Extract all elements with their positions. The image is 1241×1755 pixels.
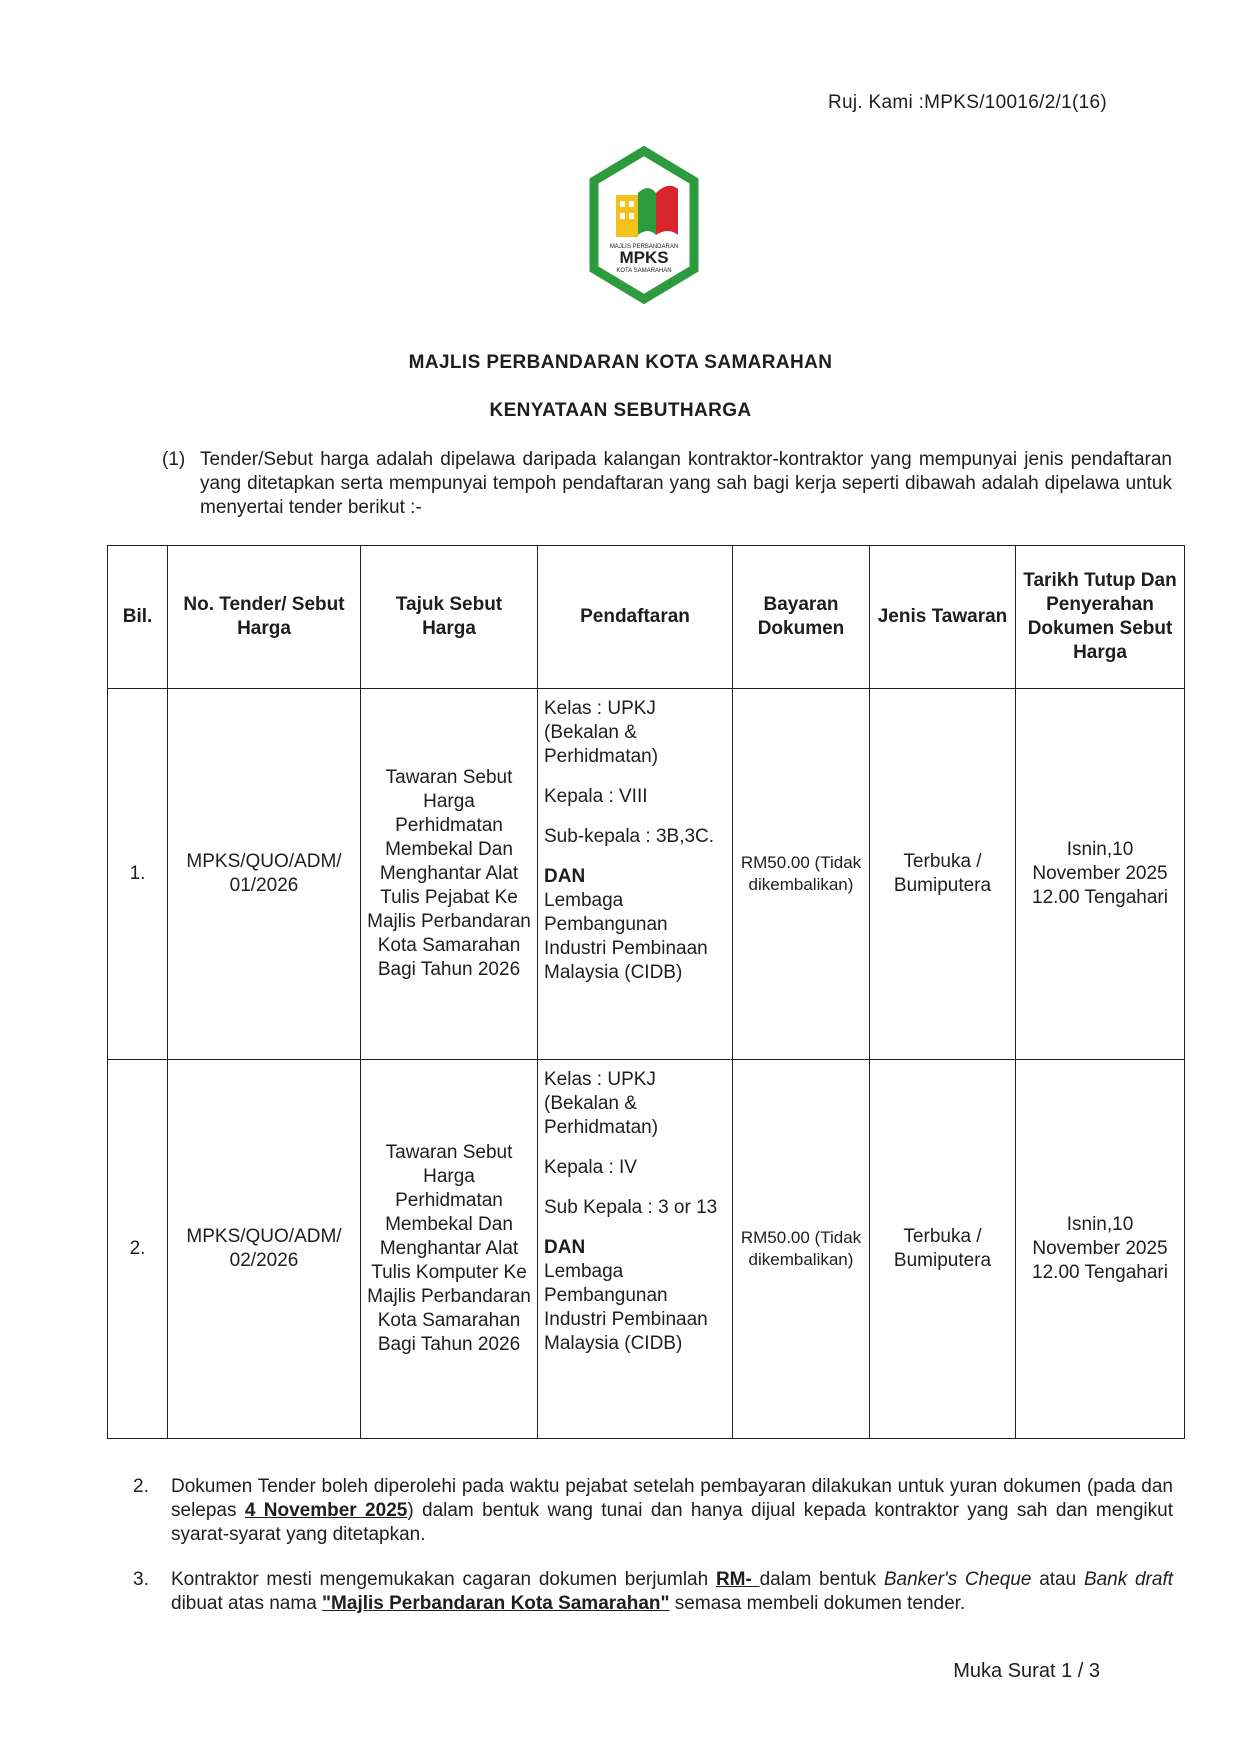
table-row [108, 689, 1185, 1060]
reg-kepala: Kepala : IV [544, 1157, 637, 1178]
para3-cheque: Banker's Cheque [883, 1569, 1032, 1590]
organization-title: MAJLIS PERBANDARAN KOTA SAMARAHAN [408, 352, 833, 373]
page-number: Muka Surat 1 / 3 [953, 1660, 1100, 1682]
paragraph-2 [133, 1475, 1173, 1547]
paragraph-3 [133, 1568, 1173, 1616]
para3-text-d: dibuat atas nama [171, 1593, 323, 1614]
cell-tarikh: Isnin,10 November 2025 12.00 Tengahari [1016, 689, 1185, 1060]
para3-text [171, 1568, 1173, 1616]
para3-text-c: atau [1031, 1569, 1084, 1590]
cell-pendaftaran [538, 689, 733, 1060]
reg-kepala: Kepala : VIII [544, 786, 648, 807]
para3-text-b: dalam bentuk [759, 1569, 884, 1590]
cell-no-tender: MPKS/QUO/ADM/ 02/2026 [168, 1060, 361, 1439]
header-tajuk: Tajuk Sebut Harga [361, 546, 538, 689]
reference-number: Ruj. Kami :MPKS/10016/2/1(16) [827, 92, 1107, 113]
intro-paragraph [162, 448, 1172, 520]
table-row [108, 1060, 1185, 1439]
cell-jenis: Terbuka / Bumiputera [870, 1060, 1016, 1439]
header-tarikh: Tarikh Tutup Dan Penyerahan Dokumen Sebut Harga [1016, 546, 1185, 689]
logo-acronym: MPKS [619, 248, 669, 267]
reg-badan: Lembaga Pembangunan Industri Pembinaan Malaysia (CIDB) [544, 1261, 708, 1354]
cell-bil: 1. [108, 689, 168, 1060]
para3-amount: RM- [715, 1569, 760, 1590]
reg-kelas: Kelas : UPKJ (Bekalan & Perhidmatan) [544, 698, 659, 767]
para3-draft: Bank draft [1083, 1569, 1174, 1590]
para2-number: 2. [133, 1476, 149, 1497]
para2-text [171, 1475, 1173, 1547]
header-pendaftaran: Pendaftaran [538, 546, 733, 689]
cell-bil: 2. [108, 1060, 168, 1439]
reg-sub-kepala: Sub Kepala : 3 or 13 [544, 1197, 718, 1218]
cell-tarikh: Isnin,10 November 2025 12.00 Tengahari [1016, 1060, 1185, 1439]
para2-date: 4 November 2025 [244, 1500, 408, 1521]
header-jenis: Jenis Tawaran [870, 546, 1016, 689]
reg-badan: Lembaga Pembangunan Industri Pembinaan Malaysia (CIDB) [544, 890, 708, 983]
para2-text-b: ) dalam bentuk wang tunai dan hanya dijual kepada kontraktor yang sah dan mengikut syarat-syarat yang ditetapkan. [171, 1500, 1173, 1545]
table-header-row [108, 546, 1185, 689]
cell-tajuk: Tawaran Sebut Harga Perhidmatan Membekal Dan Menghantar Alat Tulis Komputer Ke Majlis Perbandaran Kota Samarahan Bagi Tahun 2026 [361, 1060, 538, 1439]
cell-pendaftaran [538, 1060, 733, 1439]
cell-jenis: Terbuka / Bumiputera [870, 689, 1016, 1060]
cell-bayaran: RM50.00 (Tidak dikembalikan) [733, 1060, 870, 1439]
para3-text-e: semasa membeli dokumen tender. [669, 1593, 966, 1614]
header-no-tender: No. Tender/ Sebut Harga [168, 546, 361, 689]
logo-line1: MAJLIS PERBANDARAN [609, 244, 679, 250]
cell-no-tender: MPKS/QUO/ADM/ 01/2026 [168, 689, 361, 1060]
reg-dan: DAN [544, 866, 586, 887]
intro-text: Tender/Sebut harga adalah dipelawa daripada kalangan kontraktor-kontraktor yang mempunyai jenis pendaftaran yang ditetapkan serta mempunyai tempoh pendaftaran yang sah bagi kerja seperti dibawah adalah dipelawa untuk menyertai tender berikut :- [200, 449, 1172, 518]
document-title: KENYATAAN SEBUTHARGA [489, 400, 752, 421]
reg-kelas: Kelas : UPKJ (Bekalan & Perhidmatan) [544, 1069, 659, 1138]
reg-sub-kepala: Sub-kepala : 3B,3C. [544, 826, 715, 847]
logo-line2: KOTA SAMARAHAN [616, 268, 672, 274]
mpks-logo [586, 145, 702, 305]
cell-tajuk: Tawaran Sebut Harga Perhidmatan Membekal Dan Menghantar Alat Tulis Pejabat Ke Majlis Perbandaran Kota Samarahan Bagi Tahun 2026 [361, 689, 538, 1060]
header-bayaran: Bayaran Dokumen [733, 546, 870, 689]
para3-number: 3. [133, 1569, 149, 1590]
intro-number: (1) [162, 449, 186, 470]
para2-text-a: Dokumen Tender boleh diperolehi pada waktu pejabat setelah pembayaran dilakukan untuk yuran dokumen (pada dan selepas [171, 1476, 1173, 1521]
reg-dan: DAN [544, 1237, 586, 1258]
cell-bayaran: RM50.00 (Tidak dikembalikan) [733, 689, 870, 1060]
tender-table [107, 545, 1185, 1439]
para3-text-a: Kontraktor mesti mengemukakan cagaran dokumen berjumlah [171, 1569, 716, 1590]
para3-payee: "Majlis Perbandaran Kota Samarahan" [322, 1593, 670, 1614]
header-bil: Bil. [108, 546, 168, 689]
